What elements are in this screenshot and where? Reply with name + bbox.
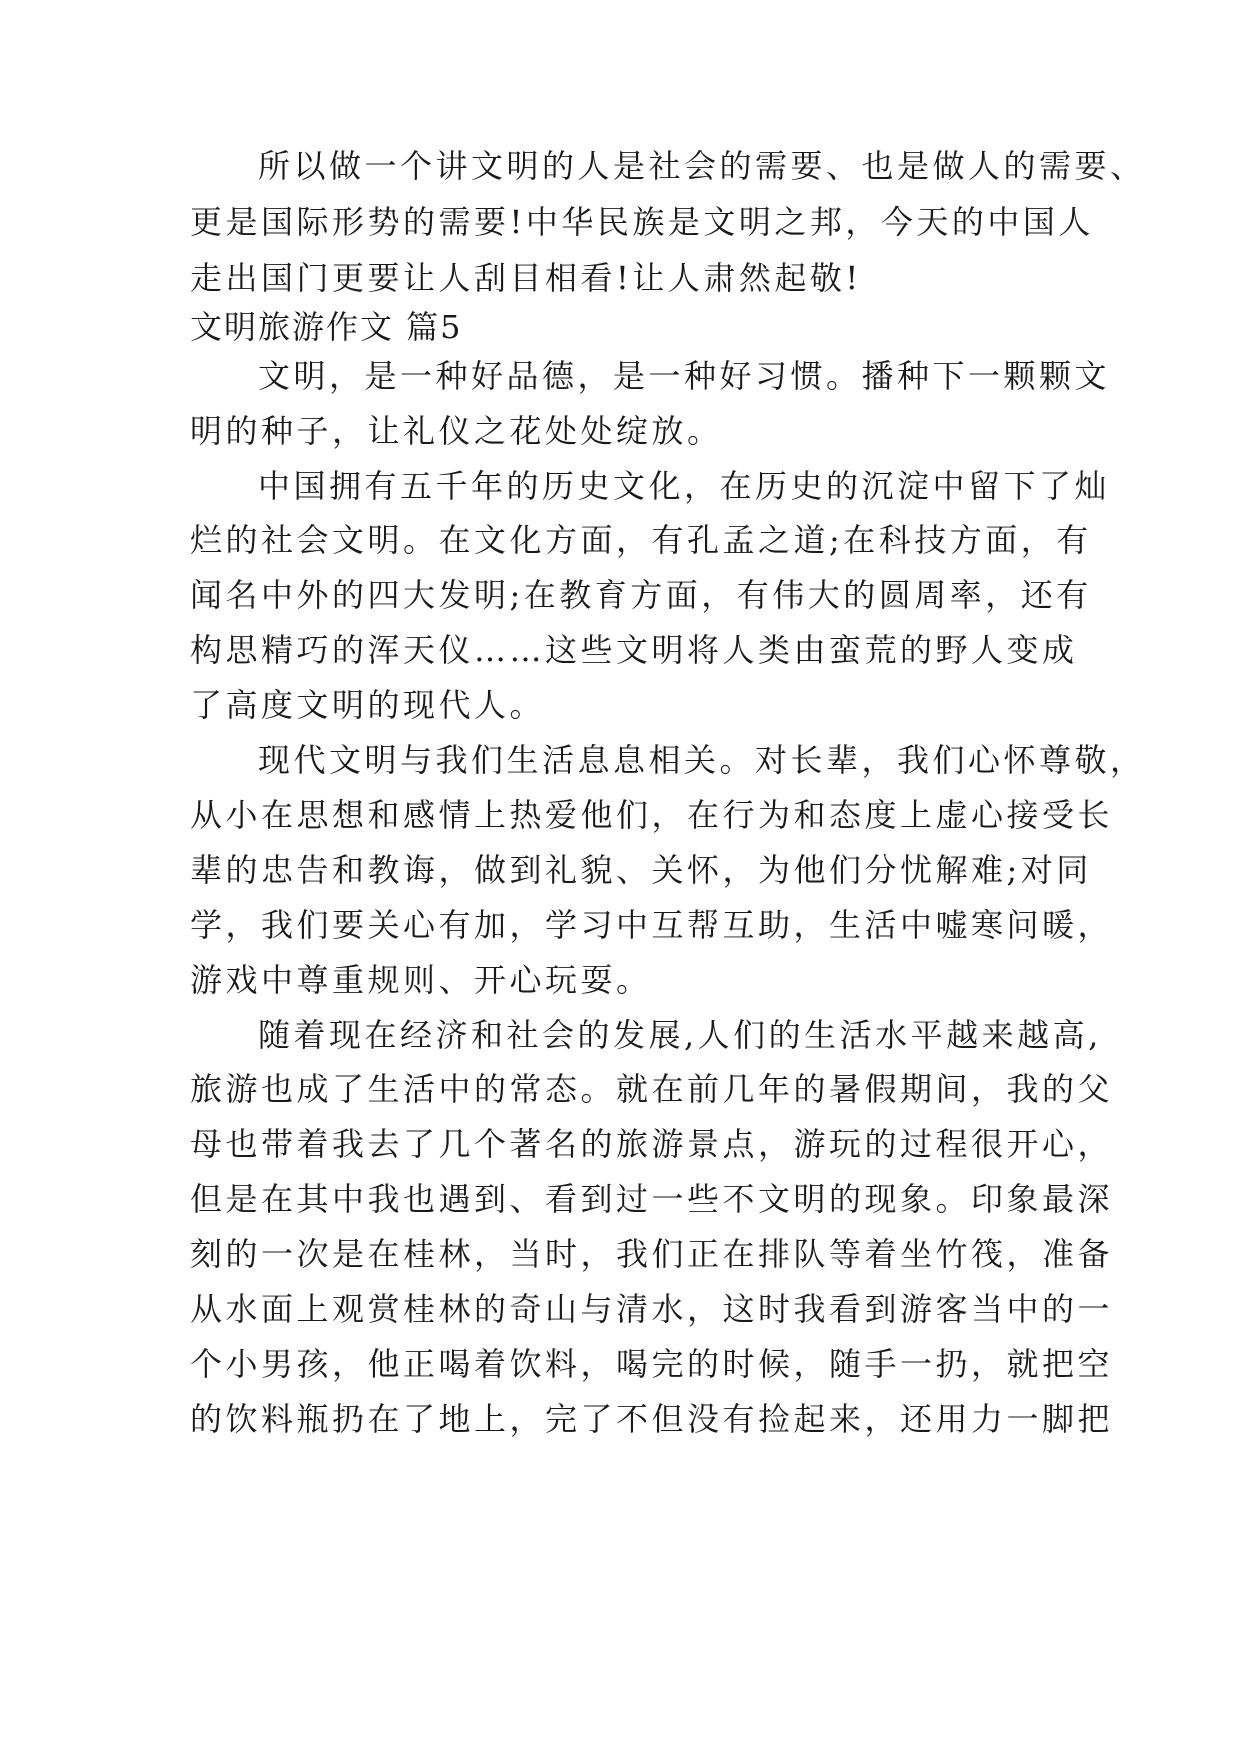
text-line: 的饮料瓶扔在了地上，完了不但没有捡起来，还用力一脚把	[190, 1400, 1114, 1438]
text-line: 更是国际形势的需要!中华民族是文明之邦，今天的中国人	[190, 203, 1094, 241]
text-line: 随着现在经济和社会的发展,人们的生活水平越来越高,	[258, 1016, 1102, 1054]
text-line: 所以做一个讲文明的人是社会的需要、也是做人的需要、	[258, 147, 1146, 185]
text-line: 旅游也成了生活中的常态。就在前几年的暑假期间，我的父	[190, 1070, 1114, 1108]
text-line: 烂的社会文明。在文化方面，有孔孟之道;在科技方面，有	[190, 521, 1092, 559]
text-line: 明的种子，让礼仪之花处处绽放。	[190, 412, 723, 450]
text-line: 从水面上观赏桂林的奇山与清水，这时我看到游客当中的一	[190, 1290, 1114, 1328]
text-line: 刻的一次是在桂林，当时，我们正在排队等着坐竹筏，准备	[190, 1235, 1114, 1273]
text-line: 但是在其中我也遇到、看到过一些不文明的现象。印象最深	[190, 1180, 1114, 1218]
text-line: 构思精巧的浑天仪……这些文明将人类由蛮荒的野人变成	[190, 631, 1078, 669]
text-line: 学，我们要关心有加，学习中互帮互助，生活中嘘寒问暖，	[190, 906, 1114, 944]
text-line: 了高度文明的现代人。	[190, 686, 546, 724]
text-line: 辈的忠告和教诲，做到礼貌、关怀，为他们分忧解难;对同	[190, 851, 1092, 889]
section-heading: 文明旅游作文 篇5	[190, 308, 463, 346]
text-line: 从小在思想和感情上热爱他们，在行为和态度上虚心接受长	[190, 796, 1114, 834]
text-line: 闻名中外的四大发明;在教育方面，有伟大的圆周率，还有	[190, 576, 1092, 614]
text-line: 游戏中尊重规则、开心玩耍。	[190, 961, 652, 999]
text-line: 现代文明与我们生活息息相关。对长辈，我们心怀尊敬，	[258, 741, 1146, 779]
text-line: 个小男孩，他正喝着饮料，喝完的时候，随手一扔，就把空	[190, 1345, 1114, 1383]
text-line: 走出国门更要让人刮目相看!让人肃然起敬!	[190, 259, 862, 297]
text-line: 文明，是一种好品德，是一种好习惯。播种下一颗颗文	[258, 357, 1111, 395]
text-line: 中国拥有五千年的历史文化，在历史的沉淀中留下了灿	[258, 467, 1111, 505]
text-line: 母也带着我去了几个著名的旅游景点，游玩的过程很开心，	[190, 1125, 1114, 1163]
